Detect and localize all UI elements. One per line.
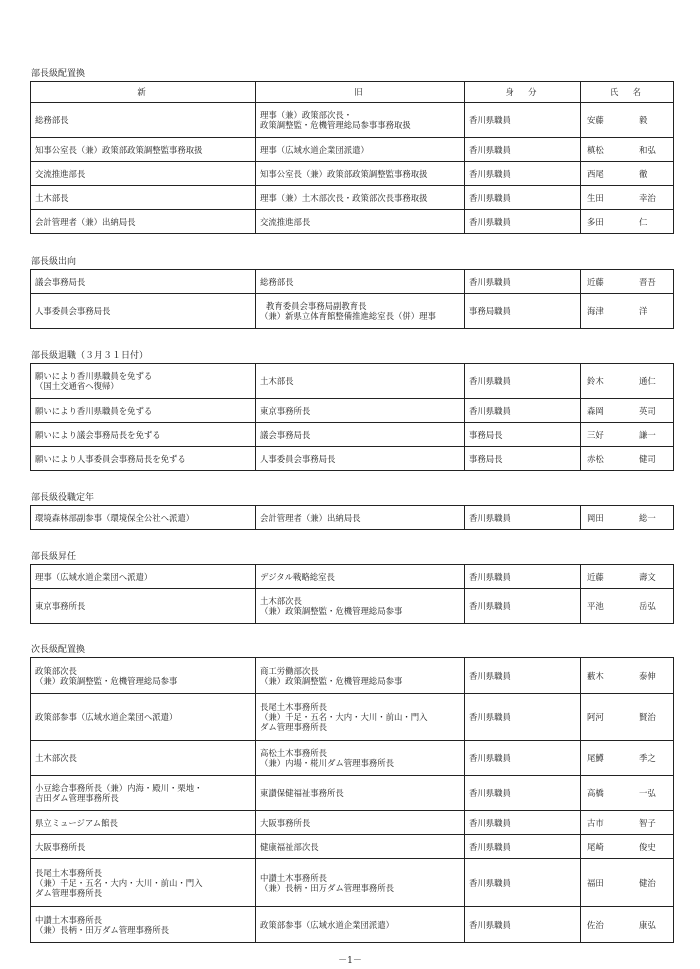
- cell-line: 政策部参事（広域水道企業団派遣）: [260, 919, 394, 930]
- table-row: [31, 506, 674, 530]
- cell-old: [256, 907, 465, 943]
- header-name: 氏 名: [581, 82, 674, 103]
- table-row: [31, 589, 674, 624]
- cell-name: [581, 423, 674, 447]
- cell-line: （兼）長柄・田万ダム管理事務所長: [35, 924, 169, 935]
- given-name: 英司: [639, 405, 656, 416]
- cell-line: 東讃保健福祉事務所長: [260, 788, 344, 798]
- cell-new: [31, 103, 256, 138]
- given-name: 賢治: [639, 712, 656, 722]
- surname: 赤松: [587, 453, 604, 464]
- given-name: 通仁: [639, 376, 656, 386]
- cell-new: [31, 399, 256, 423]
- cell-line: 政策調整監・危機管理総局参事事務取扱: [260, 120, 411, 130]
- cell-old: [256, 270, 465, 294]
- surname: 尾鱒: [587, 753, 604, 763]
- cell-name: [581, 447, 674, 471]
- cell-old: [256, 811, 465, 835]
- cell-new: [31, 835, 256, 859]
- cell-line: 長尾土木事務所長: [35, 867, 102, 878]
- cell-status: 事務局長: [465, 447, 581, 471]
- cell-old: [256, 741, 465, 776]
- cell-line: 理事（兼）土木部次長・政策部次長事務取扱: [260, 192, 428, 203]
- cell-name: [581, 364, 674, 399]
- section-title: 部長級昇任: [31, 552, 77, 562]
- section-bucho-shukko: [30, 257, 673, 329]
- cell-line: 知事公室長（兼）政策部政策調整監事務取扱: [260, 168, 428, 179]
- cell-new: [31, 423, 256, 447]
- cell-name: [581, 859, 674, 907]
- cell-new: [31, 694, 256, 741]
- cell-old: [256, 658, 465, 694]
- surname: 高橋: [587, 788, 604, 798]
- table-header-row: [31, 82, 674, 103]
- cell-name: [581, 776, 674, 811]
- given-name: 謙一: [639, 429, 656, 440]
- section-title: 次長級配置換: [31, 645, 86, 655]
- cell-line: 願いにより議会事務局長を免ずる: [35, 429, 161, 440]
- cell-line: 政策部参事（広域水道企業団へ派遣）: [35, 712, 178, 722]
- cell-line: 願いにより香川県職員を免ずる: [35, 371, 153, 381]
- cell-line: 東京事務所長: [35, 601, 86, 611]
- cell-line: 土木部長: [260, 376, 294, 386]
- cell-new: [31, 589, 256, 624]
- cell-status: 香川県職員: [465, 162, 581, 186]
- cell-line: 中讃土木事務所長: [260, 872, 327, 883]
- cell-line: （国土交通省へ復帰）: [35, 381, 119, 391]
- table-row: [31, 811, 674, 835]
- table-row: [31, 741, 674, 776]
- section-jicho-haichigae: [30, 645, 673, 943]
- cell-status: 香川県職員: [465, 399, 581, 423]
- personnel-table: [30, 657, 674, 943]
- cell-name: [581, 138, 674, 162]
- cell-status: 香川県職員: [465, 210, 581, 234]
- table-row: [31, 399, 674, 423]
- surname: 尾崎: [587, 841, 604, 852]
- given-name: 智子: [639, 817, 656, 828]
- table-row: [31, 694, 674, 741]
- cell-old: [256, 859, 465, 907]
- surname: 岡田: [587, 512, 604, 523]
- cell-status: 香川県職員: [465, 589, 581, 624]
- cell-status: 香川県職員: [465, 506, 581, 530]
- cell-line: 理事（兼）政策部次長・: [260, 110, 353, 120]
- header-old: 旧: [256, 82, 465, 103]
- cell-line: （兼）政策調整監・危機管理総局参事: [35, 675, 178, 686]
- table-row: [31, 835, 674, 859]
- cell-name: [581, 210, 674, 234]
- cell-new: [31, 186, 256, 210]
- cell-status: 香川県職員: [465, 103, 581, 138]
- cell-new: [31, 447, 256, 471]
- cell-line: （兼）政策調整監・危機管理総局参事: [260, 606, 403, 616]
- cell-name: [581, 589, 674, 624]
- cell-line: 交流推進部長: [260, 216, 311, 227]
- given-name: 一弘: [639, 788, 656, 798]
- section-bucho-haichigae: [30, 69, 673, 234]
- cell-new: [31, 741, 256, 776]
- table-row: [31, 447, 674, 471]
- table-row: [31, 186, 674, 210]
- cell-line: （兼）長柄・田万ダム管理事務所長: [260, 882, 394, 893]
- surname: 近藤: [587, 571, 604, 582]
- cell-new: [31, 138, 256, 162]
- cell-status: 事務局長: [465, 423, 581, 447]
- section-title: 部長級退職（３月３１日付）: [31, 351, 149, 361]
- cell-line: 土木部長: [35, 192, 69, 203]
- cell-line: 会計管理者（兼）出納局長: [35, 216, 136, 227]
- cell-line: ダム管理事務所長: [260, 722, 327, 732]
- personnel-table: [30, 505, 674, 530]
- cell-old: [256, 506, 465, 530]
- cell-name: [581, 565, 674, 589]
- table-row: [31, 103, 674, 138]
- cell-line: 商工労働部次長: [260, 665, 319, 676]
- cell-status: 香川県職員: [465, 694, 581, 741]
- cell-line: 高松土木事務所長: [260, 748, 327, 758]
- cell-line: 環境森林部副参事（環境保全公社へ派遣）: [35, 512, 195, 523]
- cell-new: [31, 658, 256, 694]
- cell-line: 土木部次長: [35, 753, 77, 763]
- cell-old: [256, 186, 465, 210]
- cell-status: 香川県職員: [465, 811, 581, 835]
- cell-status: 香川県職員: [465, 835, 581, 859]
- cell-line: 県立ミュージアム館長: [35, 817, 118, 828]
- cell-old: [256, 835, 465, 859]
- surname: 近藤: [587, 276, 604, 287]
- cell-line: 中讃土木事務所長: [35, 914, 102, 925]
- surname: 多田: [587, 216, 604, 227]
- cell-old: [256, 162, 465, 186]
- cell-line: 願いにより人事委員会事務局長を免ずる: [35, 453, 186, 464]
- surname: 福田: [587, 877, 604, 888]
- given-name: 幸治: [639, 192, 656, 203]
- given-name: 和弘: [639, 144, 656, 155]
- cell-line: 大阪事務所長: [260, 817, 311, 828]
- cell-line: 東京事務所長: [260, 405, 311, 416]
- cell-line: 願いにより香川県職員を免ずる: [35, 405, 153, 416]
- table-row: [31, 423, 674, 447]
- surname: 佐治: [587, 919, 604, 930]
- cell-line: 人事委員会事務局長: [260, 453, 336, 464]
- cell-line: 政策部次長: [35, 665, 77, 676]
- given-name: 仁: [639, 216, 648, 227]
- table-row: [31, 907, 674, 943]
- cell-line: ダム管理事務所長: [35, 887, 102, 898]
- personnel-table: [30, 81, 674, 234]
- given-name: 洋: [639, 306, 648, 316]
- cell-line: 吉田ダム管理事務所長: [35, 793, 119, 803]
- cell-name: [581, 506, 674, 530]
- cell-line: 議会事務局長: [35, 276, 86, 287]
- surname: 平池: [587, 601, 604, 611]
- cell-name: [581, 162, 674, 186]
- given-name: 季之: [639, 753, 656, 763]
- given-name: 徹: [639, 168, 648, 179]
- cell-line: 土木部次長: [260, 596, 302, 606]
- cell-old: [256, 399, 465, 423]
- header-new: 新: [31, 82, 256, 103]
- cell-new: [31, 270, 256, 294]
- cell-line: （兼）内場・椛川ダム管理事務所長: [260, 758, 394, 768]
- cell-line: 知事公室長（兼）政策部政策調整監事務取扱: [35, 144, 203, 155]
- cell-name: [581, 658, 674, 694]
- cell-line: 大阪事務所長: [35, 841, 86, 852]
- cell-old: [256, 210, 465, 234]
- table-row: [31, 364, 674, 399]
- section-title: 部長級配置換: [31, 69, 86, 79]
- personnel-table: [30, 564, 674, 624]
- surname: 槙松: [587, 144, 604, 155]
- page-number: －1－: [338, 956, 362, 966]
- given-name: 泰伸: [639, 670, 656, 681]
- cell-new: [31, 907, 256, 943]
- section-title: 部長級出向: [31, 257, 77, 267]
- section-title: 部長級役職定年: [31, 493, 95, 503]
- cell-name: [581, 186, 674, 210]
- cell-name: [581, 741, 674, 776]
- cell-new: [31, 859, 256, 907]
- section-bucho-taishoku: [30, 351, 673, 471]
- cell-new: [31, 565, 256, 589]
- cell-line: 小豆総合事務所長（兼）内海・殿川・栗地・: [35, 783, 203, 793]
- surname: 三好: [587, 429, 604, 440]
- cell-name: [581, 694, 674, 741]
- cell-old: [256, 364, 465, 399]
- table-row: [31, 565, 674, 589]
- cell-new: [31, 364, 256, 399]
- surname: 西尾: [587, 168, 604, 179]
- given-name: 健治: [639, 877, 656, 888]
- surname: 古市: [587, 817, 604, 828]
- given-name: 健司: [639, 453, 656, 464]
- table-row: [31, 776, 674, 811]
- cell-line: 教育委員会事務局副教育長: [266, 301, 367, 311]
- personnel-table: [30, 363, 674, 471]
- cell-line: 理事（広域水道企業団へ派遣）: [35, 571, 153, 582]
- cell-new: [31, 210, 256, 234]
- table-row: [31, 210, 674, 234]
- cell-new: [31, 506, 256, 530]
- cell-old: [256, 694, 465, 741]
- cell-name: [581, 907, 674, 943]
- section-bucho-yakushoku-teinen: [30, 493, 673, 530]
- cell-old: [256, 565, 465, 589]
- table-row: [31, 138, 674, 162]
- cell-old: [256, 294, 465, 329]
- cell-new: [31, 776, 256, 811]
- table-row: [31, 270, 674, 294]
- cell-old: [256, 447, 465, 471]
- cell-line: 総務部長: [35, 115, 69, 125]
- given-name: 毅: [639, 115, 648, 125]
- section-bucho-shonin: [30, 552, 673, 624]
- surname: 阿河: [587, 712, 604, 722]
- cell-status: 香川県職員: [465, 565, 581, 589]
- cell-line: 交流推進部長: [35, 168, 86, 179]
- table-row: [31, 294, 674, 329]
- cell-line: （兼）新県立体育館整備推進総室長（併）理事: [260, 311, 436, 321]
- surname: 安藤: [587, 115, 604, 125]
- cell-name: [581, 270, 674, 294]
- cell-name: [581, 294, 674, 329]
- cell-line: （兼）千足・五名・大内・大川・前山・門入: [260, 712, 428, 722]
- table-row: [31, 658, 674, 694]
- cell-status: 香川県職員: [465, 186, 581, 210]
- surname: 藪木: [587, 670, 604, 681]
- cell-line: 理事（広域水道企業団派遣）: [260, 144, 369, 155]
- given-name: 康弘: [639, 919, 656, 930]
- given-name: 俊史: [639, 841, 656, 852]
- cell-new: [31, 811, 256, 835]
- cell-name: [581, 811, 674, 835]
- surname: 海津: [587, 306, 604, 316]
- cell-status: 香川県職員: [465, 741, 581, 776]
- cell-name: [581, 835, 674, 859]
- cell-line: 人事委員会事務局長: [35, 306, 111, 316]
- cell-line: 議会事務局長: [260, 429, 311, 440]
- cell-new: [31, 294, 256, 329]
- cell-status: 香川県職員: [465, 859, 581, 907]
- cell-line: （兼）政策調整監・危機管理総局参事: [260, 675, 403, 686]
- cell-old: [256, 103, 465, 138]
- surname: 鈴木: [587, 376, 604, 386]
- given-name: 晋吾: [639, 276, 656, 287]
- cell-line: 長尾土木事務所長: [260, 702, 327, 712]
- surname: 森岡: [587, 405, 604, 416]
- cell-line: 健康福祉部次長: [260, 841, 319, 852]
- cell-name: [581, 103, 674, 138]
- cell-line: （兼）千足・五名・大内・大川・前山・門入: [35, 877, 203, 888]
- cell-status: 香川県職員: [465, 270, 581, 294]
- cell-old: [256, 776, 465, 811]
- cell-status: 香川県職員: [465, 776, 581, 811]
- cell-status: 事務局職員: [465, 294, 581, 329]
- table-row: [31, 859, 674, 907]
- cell-status: 香川県職員: [465, 658, 581, 694]
- cell-line: 会計管理者（兼）出納局長: [260, 512, 361, 523]
- cell-old: [256, 589, 465, 624]
- given-name: 総一: [639, 512, 656, 523]
- given-name: 壽文: [639, 571, 656, 582]
- cell-old: [256, 138, 465, 162]
- table-row: [31, 162, 674, 186]
- cell-line: デジタル戦略総室長: [260, 571, 335, 582]
- cell-old: [256, 423, 465, 447]
- given-name: 岳弘: [639, 601, 656, 611]
- cell-status: 香川県職員: [465, 138, 581, 162]
- cell-new: [31, 162, 256, 186]
- cell-line: 総務部長: [260, 276, 294, 287]
- header-status: 身 分: [465, 82, 581, 103]
- cell-status: 香川県職員: [465, 364, 581, 399]
- surname: 生田: [587, 192, 604, 203]
- cell-status: 香川県職員: [465, 907, 581, 943]
- personnel-table: [30, 269, 674, 329]
- cell-name: [581, 399, 674, 423]
